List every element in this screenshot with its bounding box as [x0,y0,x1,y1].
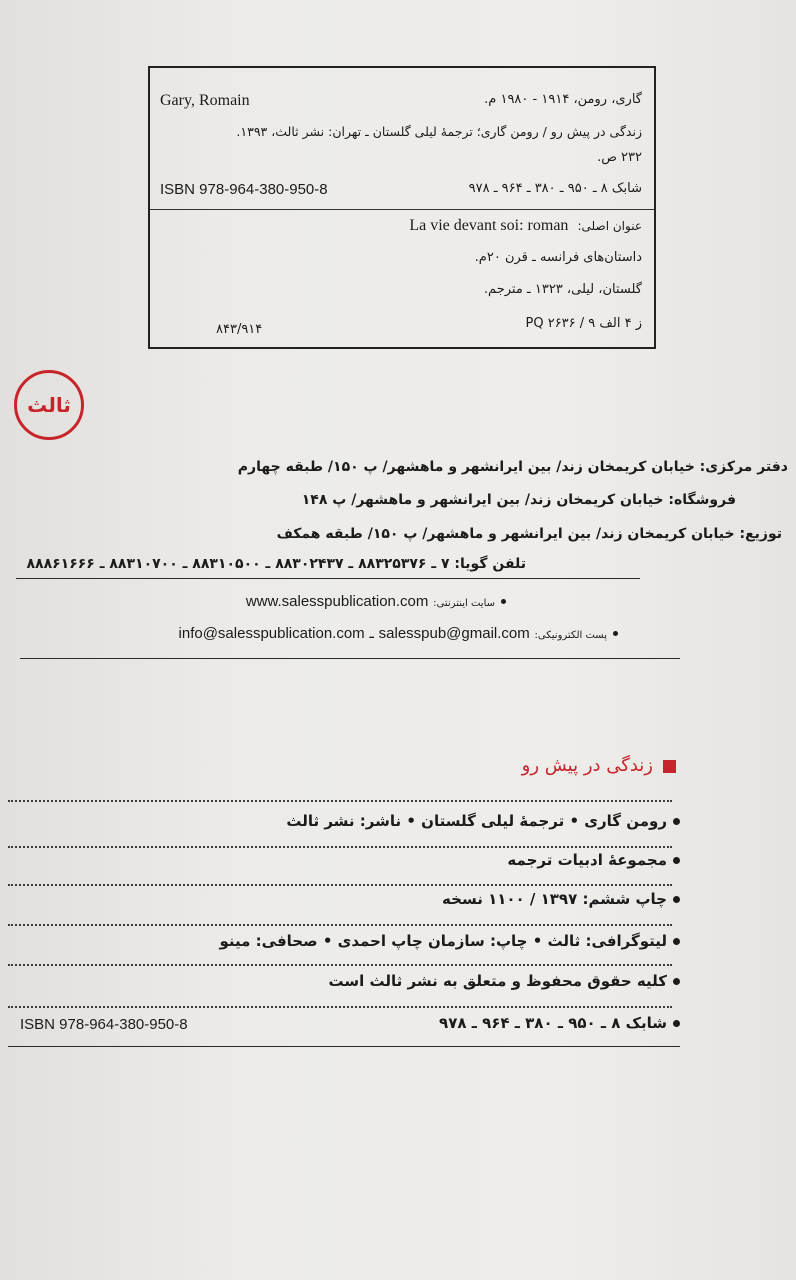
publisher-logo [14,370,84,440]
bullet-icon [673,938,680,945]
book-title: زندگی در پیش رو [521,755,653,776]
email-label: پست الکترونیکی: [534,630,607,641]
rule-2 [20,658,680,659]
bullet-icon [673,896,680,903]
rule-3 [8,1046,680,1047]
subject-heading: داستان‌های فرانسه ـ قرن ۲۰م. [474,250,642,265]
dewey-number: ۸۴۳/۹۱۴ [216,322,263,337]
email-link-2[interactable]: info@salesspublication.com [178,625,365,642]
email-row [70,624,618,642]
series-line [507,851,680,869]
title-statement: زندگی در پیش رو / رومن گاری؛ ترجمهٔ لیلی گلستان ـ تهران: نشر ثالث، ۱۳۹۳. [236,124,642,139]
dotted-rule [8,1006,672,1008]
dotted-rule [8,800,672,802]
credits-line [286,812,680,830]
bullet-icon [673,1020,680,1027]
square-bullet-icon [663,760,676,773]
classification-number: PQ ۲۶۳۶ / ۹ ز ۴ الف [525,316,642,331]
original-title-label: عنوان اصلی: [577,219,642,233]
original-title: La vie devant soi: roman [409,217,569,234]
production-text: لیتوگرافی: ثالث • چاپ: سازمان چاپ احمدی • صحافی: مینو [219,932,667,950]
series-text: مجموعهٔ ادبیات ترجمه [507,851,667,869]
edition-text: چاپ ششم: ۱۳۹۷ / ۱۱۰۰ نسخه [442,890,667,908]
email-separator: ـ [369,624,374,642]
dotted-rule [8,964,672,966]
page-count: ۲۳۲ ص. [597,150,642,165]
bullet-icon [673,818,680,825]
bullet-icon [613,631,618,636]
store-address: فروشگاه: خیابان کریمخان زند/ بین ایرانشهر و ماهشهر/ پ ۱۴۸ [301,492,736,508]
website-link[interactable]: www.salesspublication.com [245,593,429,610]
rights-text: کلیه حقوق محفوظ و متعلق به نشر ثالث است [328,972,667,990]
distribution-address: توزیع: خیابان کریمخان زند/ بین ایرانشهر و ماهشهر/ پ ۱۵۰/ طبقه همکف [276,526,782,542]
credits-text: رومن گاری • ترجمهٔ لیلی گلستان • ناشر: نشر ثالث [286,812,667,830]
translator-entry: گلستان، لیلی، ۱۳۲۳ ـ مترجم. [483,282,642,297]
dotted-rule [8,924,672,926]
isbn-line [439,1014,680,1032]
phone-numbers: تلفن گویا: ۷ ـ ۸۸۳۲۵۳۷۶ ـ ۸۸۳۰۲۴۳۷ ـ ۸۸۳۱۰۵۰۰ ـ ۸۸۳۱۰۷۰۰ ـ ۸۸۸۶۱۶۶۶ [26,556,526,572]
production-line [220,932,681,950]
isbn-latin: ISBN 978-964-380-950-8 [160,181,328,198]
dotted-rule [8,884,672,886]
author-latin: Gary, Romain [160,92,250,109]
dotted-rule [8,846,672,848]
edition-line [442,890,680,908]
bullet-icon [501,599,506,604]
book-title-row [522,755,676,776]
cataloging-box [148,66,656,349]
office-address: دفتر مرکزی: خیابان کریمخان زند/ بین ایرانشهر و ماهشهر/ پ ۱۵۰/ طبقه چهارم [237,459,788,475]
isbn-latin-text: ISBN 978-964-380-950-8 [20,1016,188,1033]
email-link-1[interactable]: salesspub@gmail.com [378,625,530,642]
rule-1 [16,578,640,579]
isbn-persian-text: شابک ۸ ـ ۹۵۰ ـ ۳۸۰ ـ ۹۶۴ ـ ۹۷۸ [439,1014,667,1032]
website-label: سایت اینترنتی: [433,598,495,609]
website-row [186,592,506,610]
rights-line [329,972,681,990]
author-persian: گاری، رومن، ۱۹۱۴ - ۱۹۸۰ م. [484,92,642,107]
box-divider [150,209,654,210]
bullet-icon [673,978,680,985]
logo-text: ثالث [27,393,71,417]
isbn-persian: شابک ۸ ـ ۹۵۰ ـ ۳۸۰ ـ ۹۶۴ ـ ۹۷۸ [468,181,642,196]
bullet-icon [673,857,680,864]
original-title-row [409,215,642,235]
